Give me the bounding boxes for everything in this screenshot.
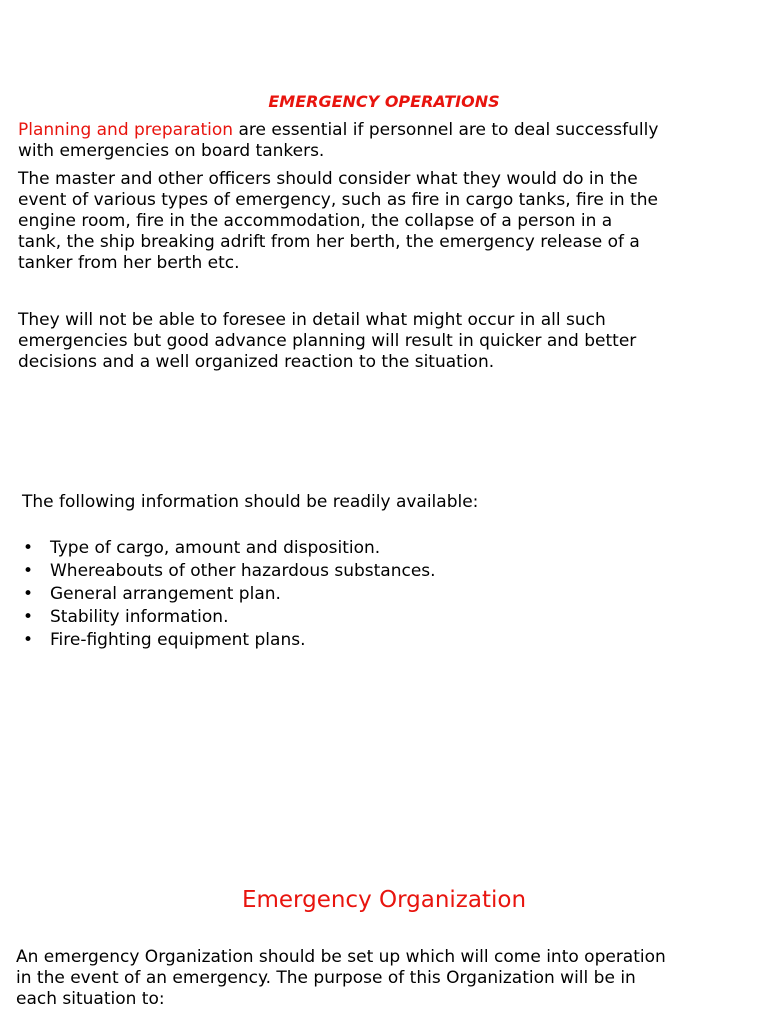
list-item [20, 560, 436, 583]
list-item-text: General arrangement plan. [50, 584, 281, 604]
document-title: EMERGENCY OPERATIONS [268, 92, 500, 111]
list-item-text: Whereabouts of other hazardous substances. [50, 561, 436, 581]
list-item [20, 537, 436, 560]
bullet-dot-icon: • [23, 561, 34, 581]
bullet-dot-icon: • [23, 538, 34, 558]
paragraph-master-officers: The master and other officers should consider what they would do in the event of various types of emergency, such as fire in cargo tanks, fire in the engine room, fire in the accommodation, the collapse of a person in a tank, the ship breaking adrift from her berth, the emergency release of a tanker from her berth etc. [18, 169, 658, 273]
section-heading-emergency-organization: Emergency Organization [241, 887, 527, 913]
bullet-dot-icon: • [23, 584, 34, 604]
bullet-dot-icon: • [23, 607, 34, 627]
list-item [20, 583, 436, 606]
list-item-text: Fire-fighting equipment plans. [50, 630, 306, 650]
paragraph-emergency-organization: An emergency Organization should be set up which will come into operation in the event of an emergency. The purpose of this Organization will be in each situation to: [16, 947, 666, 1009]
info-bullet-list [20, 537, 436, 652]
paragraph-planning [18, 120, 758, 162]
bullet-dot-icon: • [23, 630, 34, 650]
paragraph-foresee: They will not be able to foresee in detail what might occur in all such emergencies but good advance planning will result in quicker and better decisions and a well organized reaction to the situation. [18, 310, 637, 372]
list-item-text: Type of cargo, amount and disposition. [50, 538, 381, 558]
list-item [20, 606, 436, 629]
list-item [20, 629, 436, 652]
paragraph-planning-rest: are essential if personnel are to deal successfully with emergencies on board tankers. [18, 120, 659, 161]
list-item-text: Stability information. [50, 607, 229, 627]
highlight-planning-text: Planning and preparation [18, 120, 234, 140]
info-intro-text: The following information should be readily available: [22, 492, 479, 512]
